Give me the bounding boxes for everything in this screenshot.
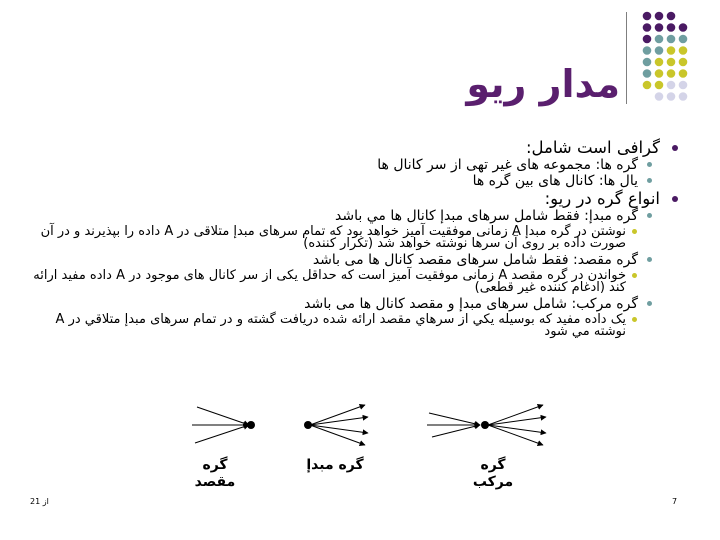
bullet-text: انواع گره در ریو: xyxy=(544,189,660,208)
decorative-dot xyxy=(643,46,652,55)
bullet-item xyxy=(30,226,690,250)
bullet-item xyxy=(30,314,690,338)
decorative-dot-grid xyxy=(640,10,720,110)
decorative-dot xyxy=(655,92,664,101)
decorative-dot xyxy=(643,23,652,32)
decorative-dot xyxy=(655,35,664,44)
title-divider-line xyxy=(626,12,627,104)
decorative-dot xyxy=(667,69,676,78)
bullet-text: یک داده مفید که بوسیله يکي از سرهاي مقصد ارائه شده دریافت گشته و در تمام سرهای مبدإ متلاقي در A نوشته مي شود xyxy=(55,312,626,339)
bullet-item xyxy=(30,138,690,157)
mixed-node-point xyxy=(481,421,489,429)
decorative-dot xyxy=(667,81,676,90)
bullet-dot-icon xyxy=(672,196,678,202)
decorative-dot xyxy=(679,81,688,90)
source-node-label: گره مبدإ xyxy=(306,457,364,473)
sink-node-diagram xyxy=(192,407,255,443)
bullet-text: گرافی است شامل: xyxy=(525,138,660,157)
bullet-dot-icon xyxy=(632,317,637,322)
decorative-dot xyxy=(667,12,676,21)
bullet-item xyxy=(30,252,690,268)
bullet-item xyxy=(30,208,690,224)
bullet-item xyxy=(30,270,690,294)
decorative-dot xyxy=(643,35,652,44)
bullet-item xyxy=(30,296,690,312)
bullet-dot-icon xyxy=(647,178,652,183)
bullet-text: خواندن در گره مقصد A زمانی موفقیت آمیز است که حداقل یکی از سر کانال های موجود در A داده مفید ارائه کند (ادغام کننده غیر قطعی) xyxy=(33,268,626,295)
bullet-item xyxy=(30,189,690,208)
slide-title: مدار ريو xyxy=(466,62,620,106)
decorative-dot xyxy=(667,58,676,67)
bullet-dot-icon xyxy=(647,301,652,306)
mixed-node-label: گره مرکب xyxy=(472,457,514,490)
sink-node-point xyxy=(247,421,255,429)
decorative-dot xyxy=(679,92,688,101)
decorative-dot xyxy=(679,23,688,32)
mixed-node-diagram xyxy=(427,405,546,445)
decorative-dot xyxy=(655,12,664,21)
decorative-dot xyxy=(667,35,676,44)
decorative-dot xyxy=(667,23,676,32)
decorative-dot xyxy=(655,69,664,78)
decorative-dot xyxy=(643,69,652,78)
bullet-text: گره مبدإ: فقط شامل سرهای مبدإ کانال ها مي باشد xyxy=(335,208,638,224)
node-types-diagram xyxy=(0,400,720,500)
bullet-item xyxy=(30,157,690,173)
bullet-dot-icon xyxy=(647,213,652,218)
decorative-dot xyxy=(655,81,664,90)
bullet-dot-icon xyxy=(632,273,637,278)
bullet-text: نوشتن در گره مبدإ A زمانی موفقیت آمیز خواهد بود که تمام سرهای مبدإ متلاقی در A داده را بپذیرند و در آن صورت داده بر روی آن سرها نوشته خواهد شد (تکرار کننده) xyxy=(40,224,626,251)
decorative-dot xyxy=(667,46,676,55)
decorative-dot xyxy=(643,58,652,67)
slide-page-number: 7 xyxy=(672,497,678,506)
decorative-dot xyxy=(679,35,688,44)
bullet-text: گره ها: مجموعه های غیر تهی از سر کانال ها xyxy=(377,157,638,173)
decorative-dot xyxy=(679,58,688,67)
bullet-text: گره مرکب: شامل سرهای مبدإ و مقصد کانال ها می باشد xyxy=(304,296,638,312)
bullet-text: گره مقصد: فقط شامل سرهای مقصد کانال ها می باشد xyxy=(312,252,638,268)
decorative-dot xyxy=(655,58,664,67)
decorative-dot xyxy=(679,46,688,55)
sink-node-label: گره مقصد xyxy=(194,457,236,490)
bullet-dot-icon xyxy=(672,145,678,151)
decorative-dot xyxy=(655,46,664,55)
bullet-list xyxy=(30,138,690,338)
bullet-dot-icon xyxy=(647,257,652,262)
bullet-text: یال ها: کانال های بین گره ها xyxy=(472,173,638,189)
decorative-dot xyxy=(643,12,652,21)
decorative-dot xyxy=(655,23,664,32)
bullet-item xyxy=(30,173,690,189)
bullet-dot-icon xyxy=(647,162,652,167)
slide-total-count: از 21 xyxy=(30,497,49,506)
bullet-dot-icon xyxy=(632,229,637,234)
decorative-dot xyxy=(643,81,652,90)
decorative-dot xyxy=(679,69,688,78)
source-node-diagram xyxy=(304,405,368,445)
decorative-dot xyxy=(667,92,676,101)
